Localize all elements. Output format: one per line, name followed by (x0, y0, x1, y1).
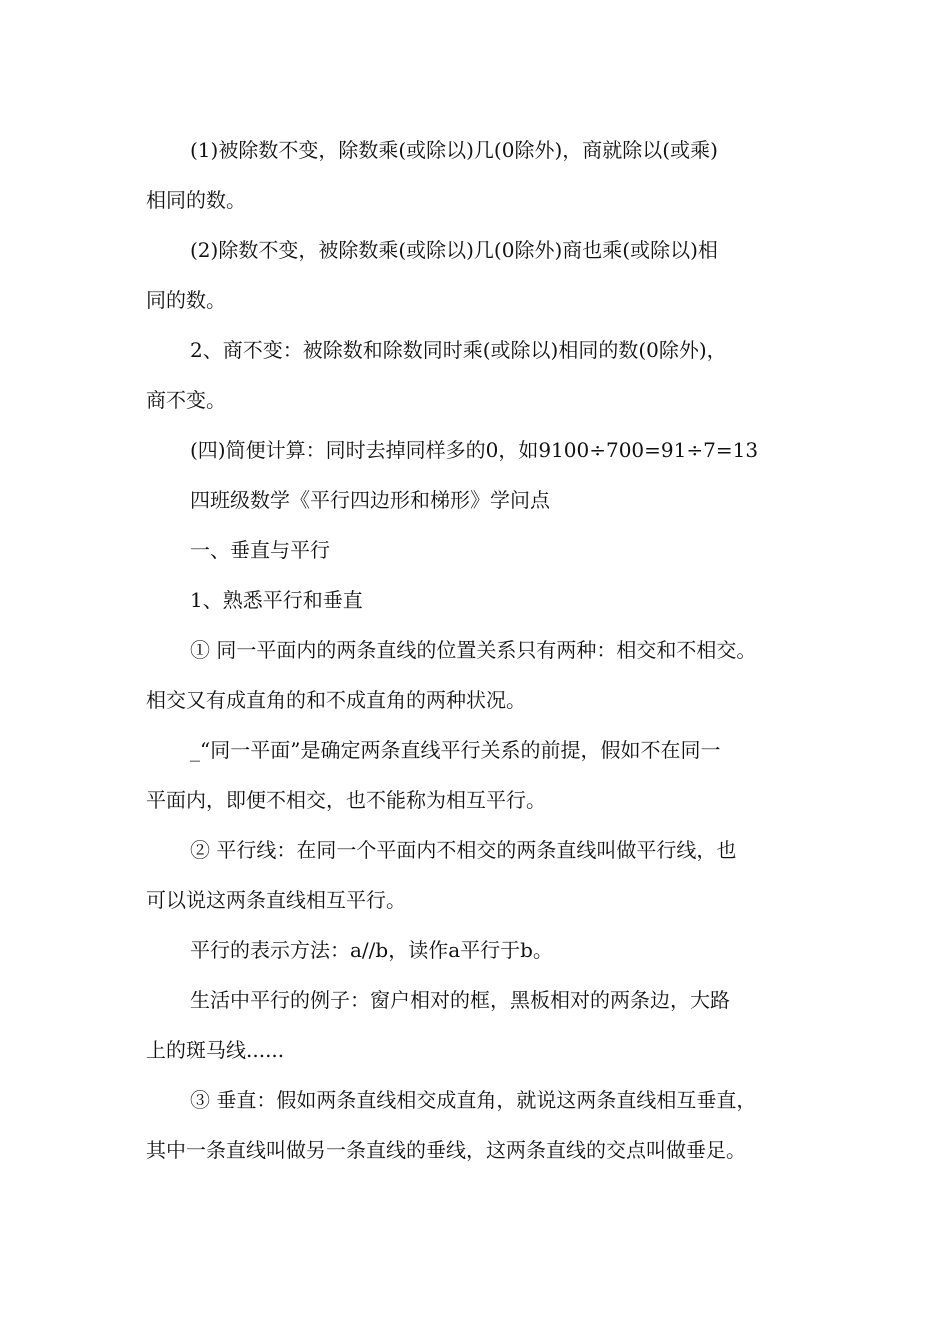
text-line: 平行的表示方法：a//b，读作a平行于b。 (190, 938, 553, 962)
text-line: 2、商不变：被除数和除数同时乘(或除以)相同的数(0除外)， (190, 338, 727, 362)
text-line: (1)被除数不变，除数乘(或除以)几(0除外)，商就除以(或乘) (190, 138, 718, 162)
text-line: ② 平行线：在同一个平面内不相交的两条直线叫做平行线，也 (190, 838, 737, 862)
text-line: 1、熟悉平行和垂直 (190, 588, 363, 612)
text-line: 商不变。 (146, 388, 226, 412)
text-line: ① 同一平面内的两条直线的位置关系只有两种：相交和不相交。 (190, 638, 757, 662)
text-line: (2)除数不变，被除数乘(或除以)几(0除外)商也乘(或除以)相 (190, 238, 718, 262)
text-line: 同的数。 (146, 288, 226, 312)
text-line: 生活中平行的例子：窗户相对的框，黑板相对的两条边，大路 (190, 988, 730, 1012)
text-line: 平面内，即便不相交，也不能称为相互平行。 (146, 788, 546, 812)
text-line: 四班级数学《平行四边形和梯形》学问点 (190, 488, 550, 512)
text-line: (四)简便计算：同时去掉同样多的0，如9100÷700=91÷7=13 (190, 438, 759, 462)
text-line: 上的斑马线...... (146, 1038, 285, 1062)
text-line: ③ 垂直：假如两条直线相交成直角，就说这两条直线相互垂直， (190, 1088, 757, 1112)
document-body (146, 125, 816, 1175)
text-line: 可以说这两条直线相互平行。 (146, 888, 406, 912)
text-line: 一、垂直与平行 (190, 538, 330, 562)
text-line: 其中一条直线叫做另一条直线的垂线，这两条直线的交点叫做垂足。 (146, 1138, 746, 1162)
text-line: 相同的数。 (146, 188, 246, 212)
text-line: 相交又有成直角的和不成直角的两种状况。 (146, 688, 526, 712)
text-line: _“同一平面”是确定两条直线平行关系的前提，假如不在同一 (190, 738, 721, 762)
